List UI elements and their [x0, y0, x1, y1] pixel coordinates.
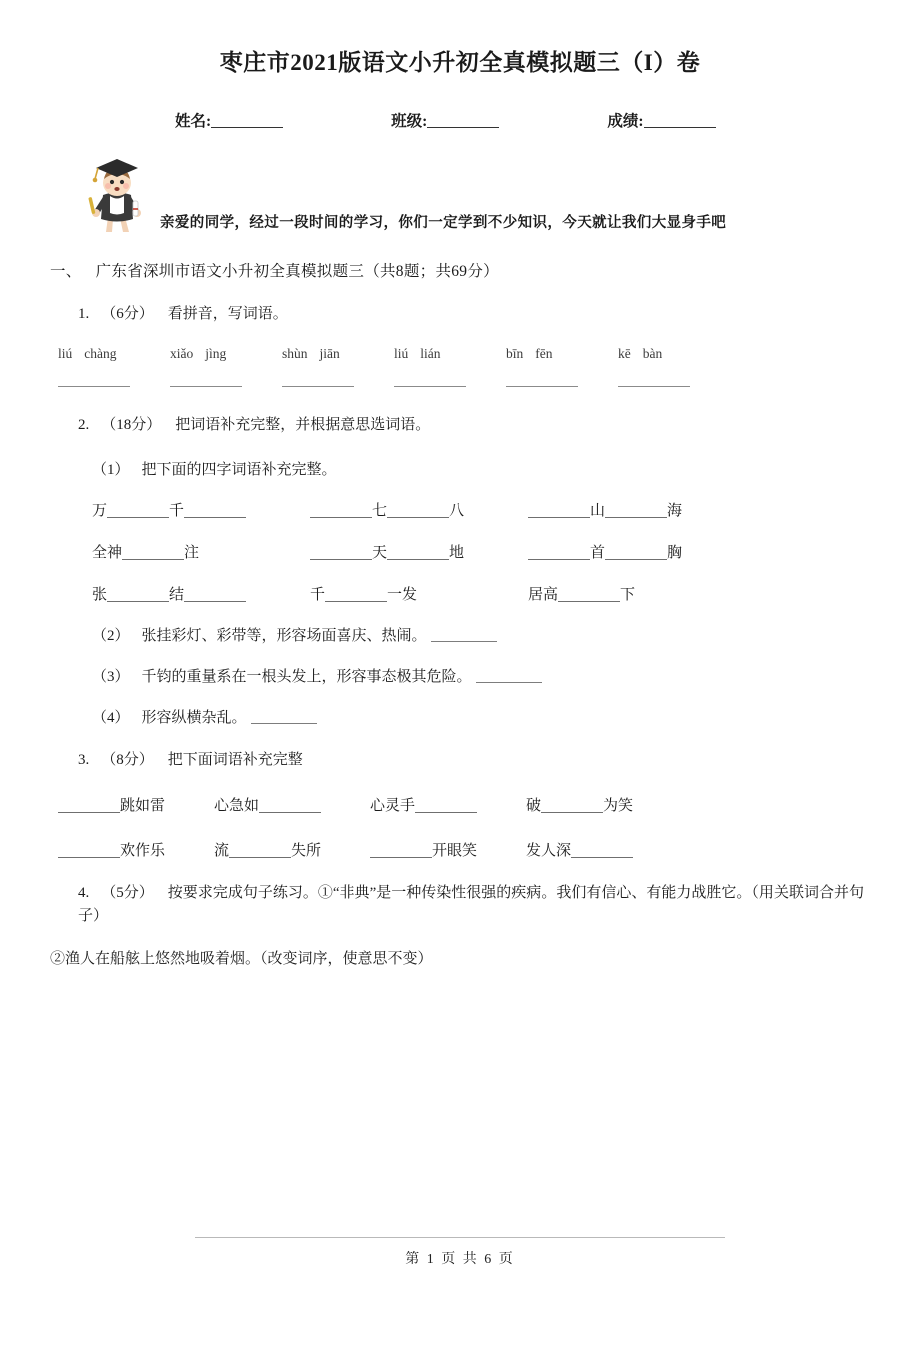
- idiom-part: 下: [620, 586, 636, 603]
- word-part: 心急如: [214, 797, 260, 814]
- pinyin-syllable: liú: [58, 346, 73, 362]
- pinyin-syllable: shùn: [282, 346, 308, 362]
- question-4-line-2: [0, 948, 920, 971]
- question-3: [0, 749, 920, 772]
- pinyin-syllable: xiǎo: [170, 346, 194, 362]
- answer-blank[interactable]: [506, 374, 578, 387]
- answer-blank[interactable]: [282, 374, 354, 387]
- pinyin-group: [282, 346, 394, 362]
- idiom-part: 首: [590, 544, 606, 561]
- question-4-line-2-text: ②渔人在船舷上悠然地吸着烟。（改变词序，使意思不变）: [50, 951, 433, 968]
- student-name-label: 姓名:: [175, 113, 212, 130]
- idiom-fill-grid: [0, 499, 920, 604]
- word-item[interactable]: [526, 839, 682, 860]
- answer-blank[interactable]: [170, 374, 242, 387]
- sub-text: 形容纵横杂乱。: [141, 709, 247, 726]
- word-blank[interactable]: [415, 798, 477, 813]
- word-part: 开眼笑: [432, 842, 478, 859]
- answer-blank-row: [0, 374, 920, 392]
- idiom-part: 八: [449, 502, 465, 519]
- idiom-part: 全神: [92, 544, 123, 561]
- word-blank[interactable]: [259, 798, 321, 813]
- question-2-text: 把词语补充完整，并根据意思选词语。: [175, 417, 431, 434]
- idiom-part: 海: [667, 502, 683, 519]
- idiom-part: 居高: [528, 586, 559, 603]
- idiom-blank[interactable]: [325, 587, 387, 602]
- student-name-blank[interactable]: [211, 127, 283, 128]
- idiom-item[interactable]: [528, 499, 746, 520]
- question-2-number: 2.: [78, 417, 90, 434]
- question-2-sub-2: [0, 624, 920, 645]
- word-part: 流: [214, 842, 230, 859]
- answer-blank-cell[interactable]: [618, 374, 730, 392]
- pinyin-syllable: kē: [618, 346, 631, 362]
- idiom-item[interactable]: [92, 583, 310, 604]
- idiom-item[interactable]: [92, 541, 310, 562]
- question-1-score: （6分）: [101, 306, 154, 322]
- idiom-part: 千: [169, 502, 185, 519]
- question-4-number: 4.: [78, 884, 90, 901]
- idiom-blank[interactable]: [605, 503, 667, 518]
- exam-page: [0, 44, 920, 1346]
- answer-blank[interactable]: [394, 374, 466, 387]
- question-2-sub-1: [0, 458, 920, 479]
- student-name-field[interactable]: [175, 109, 283, 131]
- question-2-sub-4: [0, 706, 920, 727]
- pinyin-syllable: bàn: [642, 346, 663, 362]
- idiom-blank[interactable]: [107, 587, 169, 602]
- idiom-blank[interactable]: [122, 545, 184, 560]
- pinyin-group: [506, 346, 618, 362]
- word-part: 破: [526, 797, 542, 814]
- idiom-item[interactable]: [528, 583, 746, 604]
- question-1-number: 1.: [78, 306, 90, 322]
- idiom-part: 一发: [387, 586, 418, 603]
- answer-blank-cell[interactable]: [58, 374, 170, 392]
- word-part: 为笑: [603, 797, 634, 814]
- idiom-part: 天: [372, 544, 388, 561]
- student-info-row: [0, 109, 920, 131]
- word-blank[interactable]: [370, 843, 432, 858]
- word-part: 跳如雷: [120, 797, 166, 814]
- word-part: 欢作乐: [120, 842, 166, 859]
- idiom-item[interactable]: [92, 499, 310, 520]
- answer-blank-cell[interactable]: [282, 374, 394, 392]
- greeting-block: [0, 157, 920, 239]
- student-class-blank[interactable]: [427, 127, 499, 128]
- idiom-row: [92, 583, 920, 604]
- question-3-number: 3.: [78, 751, 90, 768]
- student-class-field[interactable]: [391, 109, 499, 131]
- idiom-part: 结: [169, 586, 185, 603]
- idiom-part: 注: [184, 544, 200, 561]
- answer-blank-cell[interactable]: [394, 374, 506, 392]
- word-blank[interactable]: [229, 843, 291, 858]
- word-row: [58, 839, 920, 860]
- idiom-part: 山: [590, 502, 606, 519]
- word-item[interactable]: [526, 794, 682, 815]
- question-2: [0, 414, 920, 437]
- word-item[interactable]: [58, 794, 214, 815]
- answer-blank[interactable]: [476, 669, 542, 683]
- answer-blank[interactable]: [251, 710, 317, 724]
- question-2-score: （18分）: [101, 417, 162, 434]
- answer-blank[interactable]: [58, 374, 130, 387]
- idiom-blank[interactable]: [528, 503, 590, 518]
- word-item[interactable]: [214, 839, 370, 860]
- question-4-text: 按要求完成句子练习。①“非典”是一种传染性很强的疾病。我们有信心、有能力战胜它。（用关联词合并句子）: [78, 884, 864, 924]
- question-2-sub-3: [0, 665, 920, 686]
- idiom-part: 张: [92, 586, 108, 603]
- greeting-text: 亲爱的同学，经过一段时间的学习，你们一定学到不少知识，今天就让我们大显身手吧: [160, 215, 727, 231]
- page-number: 第 1 页 共 6 页: [405, 1252, 515, 1267]
- word-item[interactable]: [58, 839, 214, 860]
- word-blank[interactable]: [58, 798, 120, 813]
- sub-number: （4）: [92, 709, 130, 726]
- answer-blank-cell[interactable]: [506, 374, 618, 392]
- pinyin-syllable: jiān: [319, 346, 340, 362]
- page-footer: [0, 1237, 920, 1268]
- word-part: 发人深: [526, 842, 572, 859]
- idiom-item[interactable]: [310, 583, 528, 604]
- word-blank[interactable]: [571, 843, 633, 858]
- pinyin-syllable: fēn: [535, 346, 553, 362]
- section-index: 一、: [50, 263, 82, 280]
- word-row: [58, 794, 920, 815]
- footer-divider: [195, 1237, 725, 1238]
- idiom-blank[interactable]: [310, 503, 372, 518]
- pinyin-syllable: liú: [394, 346, 409, 362]
- answer-blank-cell[interactable]: [170, 374, 282, 392]
- question-4-score: （5分）: [101, 884, 154, 901]
- idiom-blank[interactable]: [387, 503, 449, 518]
- pinyin-syllable: chàng: [84, 346, 117, 362]
- page-title: 枣庄市2021版语文小升初全真模拟题三（I）卷: [219, 50, 701, 75]
- idiom-blank[interactable]: [310, 545, 372, 560]
- idiom-blank[interactable]: [605, 545, 667, 560]
- graduate-student-icon: [86, 157, 148, 235]
- idiom-blank[interactable]: [107, 503, 169, 518]
- sub-text: 千钧的重量系在一根头发上，形容事态极其危险。: [141, 668, 472, 685]
- idiom-item[interactable]: [310, 541, 528, 562]
- pinyin-group: [394, 346, 506, 362]
- idiom-part: 胸: [667, 544, 683, 561]
- answer-blank[interactable]: [431, 628, 497, 642]
- question-3-score: （8分）: [101, 751, 154, 768]
- question-4: [0, 882, 920, 929]
- idiom-row: [92, 499, 920, 520]
- sub-number: （3）: [92, 668, 130, 685]
- idiom-blank[interactable]: [558, 587, 620, 602]
- idiom-part: 千: [310, 586, 326, 603]
- pinyin-syllable: jìng: [205, 346, 227, 362]
- answer-blank[interactable]: [618, 374, 690, 387]
- idiom-blank[interactable]: [387, 545, 449, 560]
- idiom-part: 地: [449, 544, 465, 561]
- word-part: 失所: [291, 842, 322, 859]
- idiom-part: 万: [92, 502, 108, 519]
- word-blank[interactable]: [58, 843, 120, 858]
- word-part: 心灵手: [370, 797, 416, 814]
- pinyin-syllable: lián: [420, 346, 441, 362]
- section-title: 广东省深圳市语文小升初全真模拟题三（共8题；共69分）: [95, 263, 499, 280]
- idiom-row: [92, 541, 920, 562]
- word-item[interactable]: [214, 794, 370, 815]
- pinyin-group: [170, 346, 282, 362]
- student-class-label: 班级:: [391, 113, 428, 130]
- word-fill-grid: [0, 794, 920, 860]
- idiom-item[interactable]: [310, 499, 528, 520]
- pinyin-group: [58, 346, 170, 362]
- sub-text: 把下面的四字词语补充完整。: [141, 461, 337, 478]
- pinyin-row: [0, 346, 920, 362]
- question-1: [0, 303, 920, 326]
- idiom-blank[interactable]: [528, 545, 590, 560]
- idiom-blank[interactable]: [184, 503, 246, 518]
- pinyin-group: [618, 346, 730, 362]
- student-score-field[interactable]: [607, 109, 715, 131]
- idiom-part: 七: [372, 502, 388, 519]
- section-heading: [0, 259, 920, 281]
- pinyin-syllable: bīn: [506, 346, 524, 362]
- idiom-blank[interactable]: [184, 587, 246, 602]
- idiom-item[interactable]: [528, 541, 746, 562]
- student-score-label: 成绩:: [607, 113, 644, 130]
- sub-number: （1）: [92, 461, 130, 478]
- sub-text: 张挂彩灯、彩带等，形容场面喜庆、热闹。: [141, 627, 427, 644]
- word-item[interactable]: [370, 794, 526, 815]
- question-1-text: 看拼音，写词语。: [167, 306, 288, 322]
- question-3-text: 把下面词语补充完整: [167, 751, 303, 768]
- word-item[interactable]: [370, 839, 526, 860]
- sub-number: （2）: [92, 627, 130, 644]
- word-blank[interactable]: [541, 798, 603, 813]
- student-score-blank[interactable]: [644, 127, 716, 128]
